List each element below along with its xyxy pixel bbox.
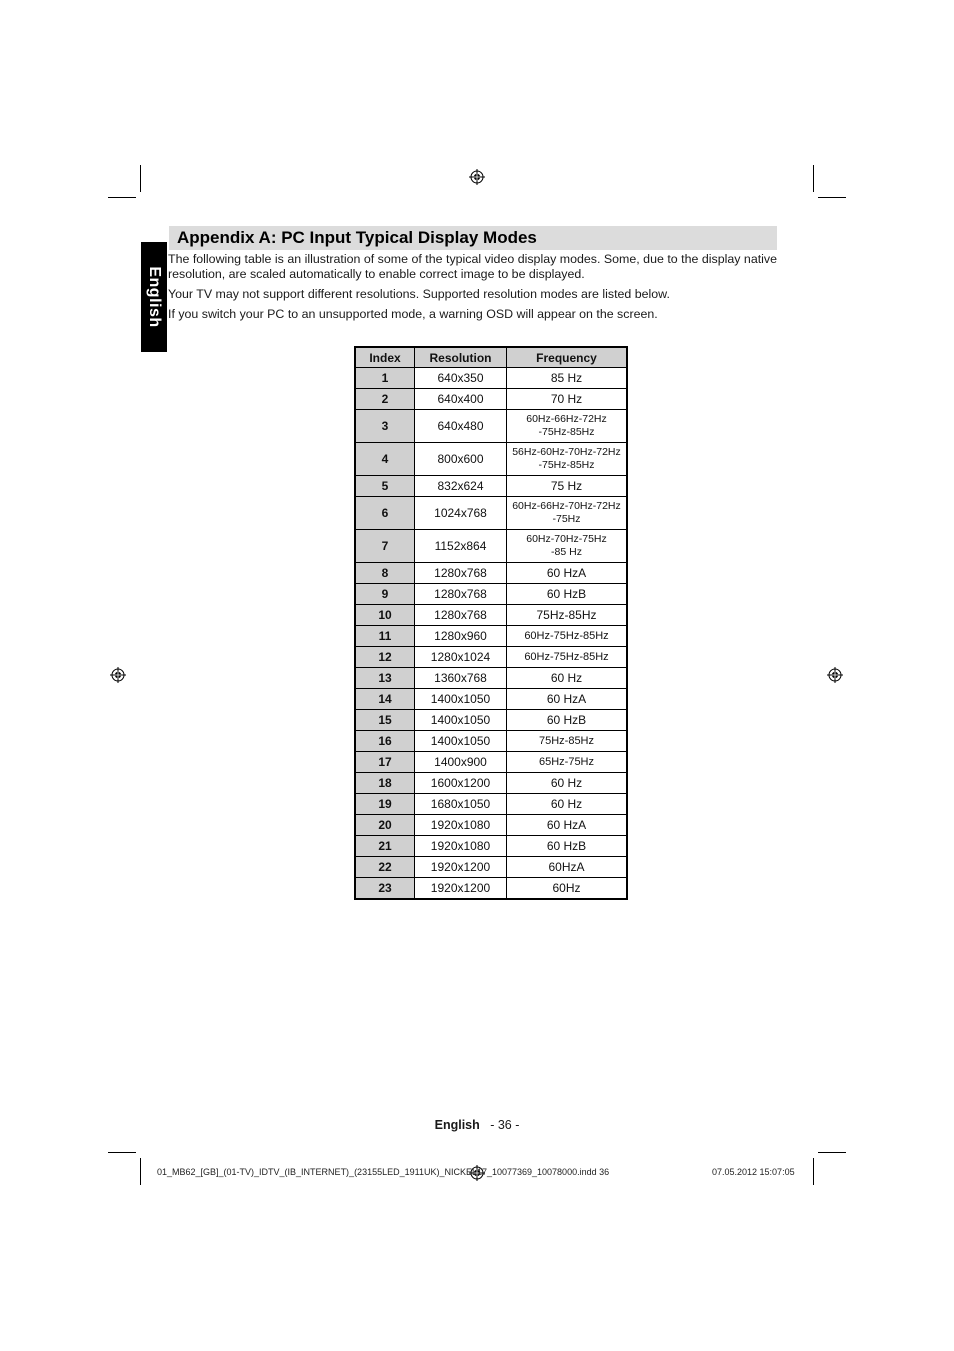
registration-mark-icon xyxy=(110,667,126,683)
table-row xyxy=(355,530,627,563)
index-cell: 19 xyxy=(355,794,415,815)
table-row xyxy=(355,773,627,794)
frequency-cell: 60 HzA xyxy=(507,815,628,836)
print-slug-filename: 01_MB62_[GB]_(01-TV)_IDTV_(IB_INTERNET)_(23155LED_1911UK)_NICKEL17_10077369_10078000.indd 36 xyxy=(157,1167,610,1177)
index-cell: 9 xyxy=(355,584,415,605)
index-cell: 5 xyxy=(355,476,415,497)
frequency-line: 60Hz-70Hz-75Hz xyxy=(526,533,607,545)
frequency-line: -75Hz-85Hz xyxy=(538,459,595,471)
table-row xyxy=(355,710,627,731)
column-header-resolution: Resolution xyxy=(415,347,507,368)
frequency-cell: 60 HzA xyxy=(507,689,628,710)
index-cell: 20 xyxy=(355,815,415,836)
table-row xyxy=(355,647,627,668)
frequency-line: -85 Hz xyxy=(551,546,582,558)
index-cell: 22 xyxy=(355,857,415,878)
frequency-line: -75Hz-85Hz xyxy=(538,426,595,438)
print-slug-date: 07.05.2012 15:07:05 xyxy=(712,1167,795,1177)
table-row xyxy=(355,878,627,900)
frequency-cell: 75Hz-85Hz xyxy=(507,605,628,626)
footer-language: English xyxy=(434,1118,480,1132)
frequency-cell: 60Hz-75Hz-85Hz xyxy=(507,647,628,668)
frequency-line: 60Hz-66Hz-70Hz-72Hz xyxy=(512,500,621,512)
frequency-cell: 60Hz-75Hz-85Hz xyxy=(507,626,628,647)
index-cell: 14 xyxy=(355,689,415,710)
crop-mark xyxy=(818,1152,846,1153)
resolution-cell: 1400x1050 xyxy=(415,731,507,752)
frequency-cell: 60 Hz xyxy=(507,773,628,794)
resolution-cell: 1920x1200 xyxy=(415,878,507,900)
table-row xyxy=(355,443,627,476)
table-row xyxy=(355,794,627,815)
table-row xyxy=(355,563,627,584)
frequency-cell: 60 HzB xyxy=(507,584,628,605)
frequency-cell: 85 Hz xyxy=(507,368,628,389)
resolution-cell: 1280x1024 xyxy=(415,647,507,668)
frequency-cell: 60 HzB xyxy=(507,710,628,731)
registration-mark-icon xyxy=(827,667,843,683)
frequency-cell: 60HzA xyxy=(507,857,628,878)
frequency-cell xyxy=(507,497,628,530)
index-cell: 3 xyxy=(355,410,415,443)
resolution-cell: 1280x960 xyxy=(415,626,507,647)
index-cell: 11 xyxy=(355,626,415,647)
index-cell: 4 xyxy=(355,443,415,476)
frequency-line: -75Hz xyxy=(552,513,581,525)
intro-paragraph: The following table is an illustration of some of the typical video display modes. Some, due to the display native resolution, are scaled automatically to enable correct image to be displayed. xyxy=(168,252,777,281)
resolution-cell: 1024x768 xyxy=(415,497,507,530)
table-row xyxy=(355,857,627,878)
index-cell: 23 xyxy=(355,878,415,900)
resolution-cell: 1360x768 xyxy=(415,668,507,689)
index-cell: 15 xyxy=(355,710,415,731)
table-row xyxy=(355,668,627,689)
resolution-cell: 832x624 xyxy=(415,476,507,497)
frequency-cell: 60 Hz xyxy=(507,794,628,815)
table-header-row xyxy=(355,347,627,368)
table-row xyxy=(355,815,627,836)
column-header-frequency: Frequency xyxy=(507,347,628,368)
table-row xyxy=(355,752,627,773)
column-header-index: Index xyxy=(355,347,415,368)
resolution-cell: 1280x768 xyxy=(415,563,507,584)
intro-paragraph: If you switch your PC to an unsupported mode, a warning OSD will appear on the screen. xyxy=(168,307,658,321)
resolution-cell: 1400x1050 xyxy=(415,689,507,710)
frequency-line: 56Hz-60Hz-70Hz-72Hz xyxy=(512,446,621,458)
frequency-line: 60Hz-66Hz-72Hz xyxy=(526,413,607,425)
frequency-cell xyxy=(507,410,628,443)
frequency-cell: 75Hz-85Hz xyxy=(507,731,628,752)
table-row xyxy=(355,389,627,410)
resolution-cell: 640x480 xyxy=(415,410,507,443)
resolution-cell: 1152x864 xyxy=(415,530,507,563)
crop-mark xyxy=(108,1152,136,1153)
resolution-cell: 1400x1050 xyxy=(415,710,507,731)
index-cell: 10 xyxy=(355,605,415,626)
resolution-cell: 1600x1200 xyxy=(415,773,507,794)
frequency-cell: 60 HzB xyxy=(507,836,628,857)
index-cell: 2 xyxy=(355,389,415,410)
table-row xyxy=(355,836,627,857)
crop-mark xyxy=(140,165,141,192)
crop-mark xyxy=(813,1158,814,1185)
frequency-cell: 60Hz xyxy=(507,878,628,900)
index-cell: 8 xyxy=(355,563,415,584)
index-cell: 6 xyxy=(355,497,415,530)
table-row xyxy=(355,584,627,605)
registration-mark-icon xyxy=(469,169,485,185)
display-modes-table xyxy=(354,346,628,900)
table-row xyxy=(355,626,627,647)
resolution-cell: 1280x768 xyxy=(415,605,507,626)
frequency-cell: 60 HzA xyxy=(507,563,628,584)
index-cell: 17 xyxy=(355,752,415,773)
resolution-cell: 640x350 xyxy=(415,368,507,389)
index-cell: 13 xyxy=(355,668,415,689)
page-footer xyxy=(0,1118,954,1132)
resolution-cell: 800x600 xyxy=(415,443,507,476)
table-row xyxy=(355,497,627,530)
index-cell: 16 xyxy=(355,731,415,752)
frequency-cell xyxy=(507,443,628,476)
page-title: Appendix A: PC Input Typical Display Modes xyxy=(177,228,537,247)
index-cell: 21 xyxy=(355,836,415,857)
crop-mark xyxy=(813,165,814,192)
index-cell: 1 xyxy=(355,368,415,389)
frequency-cell xyxy=(507,530,628,563)
table-row xyxy=(355,731,627,752)
index-cell: 7 xyxy=(355,530,415,563)
frequency-cell: 70 Hz xyxy=(507,389,628,410)
crop-mark xyxy=(818,197,846,198)
resolution-cell: 1920x1200 xyxy=(415,857,507,878)
crop-mark xyxy=(108,197,136,198)
section-title-bar xyxy=(169,226,777,250)
table-row xyxy=(355,368,627,389)
index-cell: 18 xyxy=(355,773,415,794)
resolution-cell: 640x400 xyxy=(415,389,507,410)
language-tab-label: English xyxy=(146,266,163,328)
table-row xyxy=(355,410,627,443)
resolution-cell: 1680x1050 xyxy=(415,794,507,815)
table-row xyxy=(355,476,627,497)
index-cell: 12 xyxy=(355,647,415,668)
resolution-cell: 1280x768 xyxy=(415,584,507,605)
frequency-cell: 75 Hz xyxy=(507,476,628,497)
frequency-cell: 65Hz-75Hz xyxy=(507,752,628,773)
table-row xyxy=(355,605,627,626)
resolution-cell: 1920x1080 xyxy=(415,815,507,836)
page-number: - 36 - xyxy=(490,1118,520,1132)
intro-paragraph: Your TV may not support different resolutions. Supported resolution modes are listed below. xyxy=(168,287,670,301)
frequency-cell: 60 Hz xyxy=(507,668,628,689)
resolution-cell: 1400x900 xyxy=(415,752,507,773)
table-row xyxy=(355,689,627,710)
resolution-cell: 1920x1080 xyxy=(415,836,507,857)
language-tab xyxy=(141,242,167,352)
crop-mark xyxy=(140,1158,141,1185)
